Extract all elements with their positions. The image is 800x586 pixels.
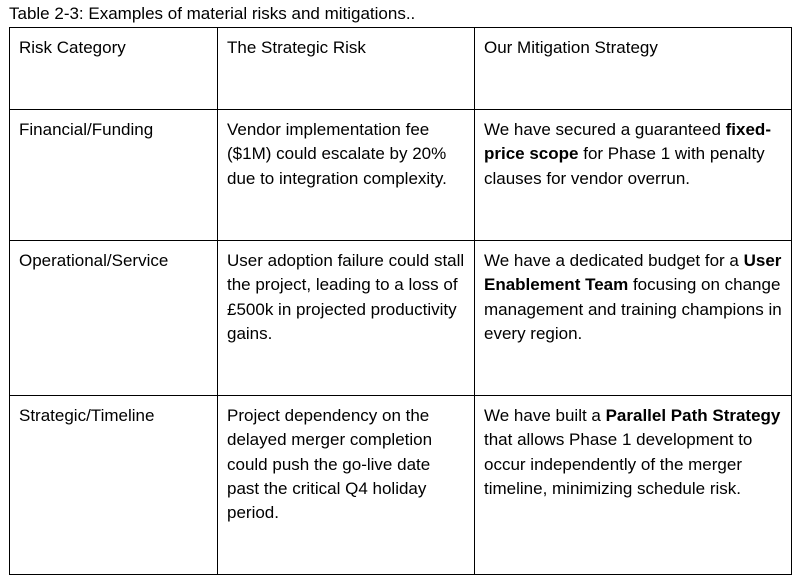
table-row xyxy=(10,396,792,575)
mitigation-cell xyxy=(475,110,792,241)
table-row xyxy=(10,241,792,396)
risk-category-cell: Strategic/Timeline xyxy=(10,396,218,575)
risk-category-cell: Financial/Funding xyxy=(10,110,218,241)
mitigation-text: We have built a xyxy=(484,406,606,425)
table-header-row xyxy=(10,28,792,110)
mitigation-text: We have secured a guaranteed xyxy=(484,120,726,139)
strategic-risk-cell: Vendor implementation fee ($1M) could escalate by 20% due to integration complexity. xyxy=(218,110,475,241)
mitigation-text: that allows Phase 1 development to occur independently of the merger timeline, minimizing schedule risk. xyxy=(484,430,753,498)
strategic-risk-cell: Project dependency on the delayed merger completion could push the go-live date past the critical Q4 holiday period. xyxy=(218,396,475,575)
risk-mitigation-table xyxy=(9,27,792,575)
mitigation-cell xyxy=(475,396,792,575)
mitigation-emphasis: Parallel Path Strategy xyxy=(605,406,781,425)
table-row xyxy=(10,110,792,241)
header-risk-category: Risk Category xyxy=(10,28,218,110)
mitigation-emphasis: fixed-price scope xyxy=(484,120,771,164)
table-caption: Table 2-3: Examples of material risks and mitigations.. xyxy=(9,4,416,23)
risk-category-cell: Operational/Service xyxy=(10,241,218,396)
mitigation-text: for Phase 1 with penalty clauses for vendor overrun. xyxy=(484,144,765,188)
mitigation-emphasis: User Enablement Team xyxy=(484,251,782,295)
mitigation-text: focusing on change management and training champions in every region. xyxy=(484,275,782,343)
mitigation-text: We have a dedicated budget for a xyxy=(484,251,744,270)
mitigation-cell xyxy=(475,241,792,396)
strategic-risk-cell: User adoption failure could stall the project, leading to a loss of £500k in projected productivity gains. xyxy=(218,241,475,396)
header-mitigation-strategy: Our Mitigation Strategy xyxy=(475,28,792,110)
header-strategic-risk: The Strategic Risk xyxy=(218,28,475,110)
